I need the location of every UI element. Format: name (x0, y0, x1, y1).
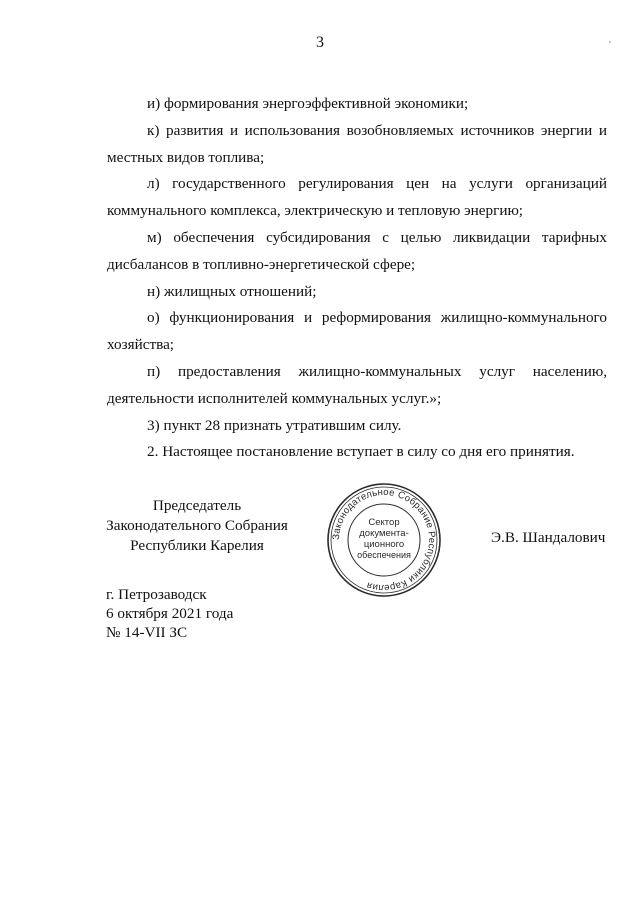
paragraph-item-i: и) формирования энергоэффективной экономики; (147, 95, 469, 112)
scan-corner-mark: ' (609, 40, 611, 51)
body-text (107, 91, 607, 466)
paragraph-item-o: о) функционирования и реформирования жилищно-коммунального хозяйства; (107, 309, 607, 354)
paragraph-item-p: п) предоставления жилищно-коммунальных услуг населению, деятельности исполнителей коммунальных услуг.»; (107, 362, 607, 407)
paragraph-item-m: м) обеспечения субсидирования с целью ликвидации тарифных дисбалансов в топливно-энергетической сфере; (107, 228, 607, 273)
stamp-center-line: ционного (363, 539, 405, 550)
signatory-title-line: Законодательного Собрания (106, 517, 288, 534)
paragraph-point-3: 3) пункт 28 признать утратившим силу. (147, 416, 402, 434)
page-number: 3 (316, 34, 324, 51)
paragraph-item-l: л) государственного регулирования цен на услуги организаций коммунального комплекса, электрическую и тепловую энергию; (107, 175, 607, 220)
city: г. Петрозаводск (106, 586, 207, 603)
place-date-block (106, 585, 233, 642)
stamp-center-line: Сектор (368, 517, 400, 528)
signatory-title-line: Председатель (152, 497, 242, 514)
paragraph-item-n: н) жилищных отношений; (147, 282, 317, 300)
signatory-name: Э.В. Шандалович (491, 529, 606, 546)
official-stamp (326, 482, 442, 598)
paragraph-article-2: 2. Настоящее постановление вступает в силу со дня его принятия. (147, 443, 575, 461)
stamp-center-line: документа- (359, 528, 409, 539)
paragraph-item-k: к) развития и использования возобновляемых источников энергии и местных видов топлива; (107, 121, 607, 166)
stamp-ring-text: Законодательное Собрание Республики Карелия (330, 486, 438, 594)
stamp-center-line: обеспечения (357, 550, 411, 560)
document-number: № 14-VII ЗС (106, 624, 188, 641)
signatory-title-line: Республики Карелия (130, 537, 264, 554)
signatory-title (104, 496, 290, 556)
document-date: 6 октября 2021 года (106, 605, 234, 622)
